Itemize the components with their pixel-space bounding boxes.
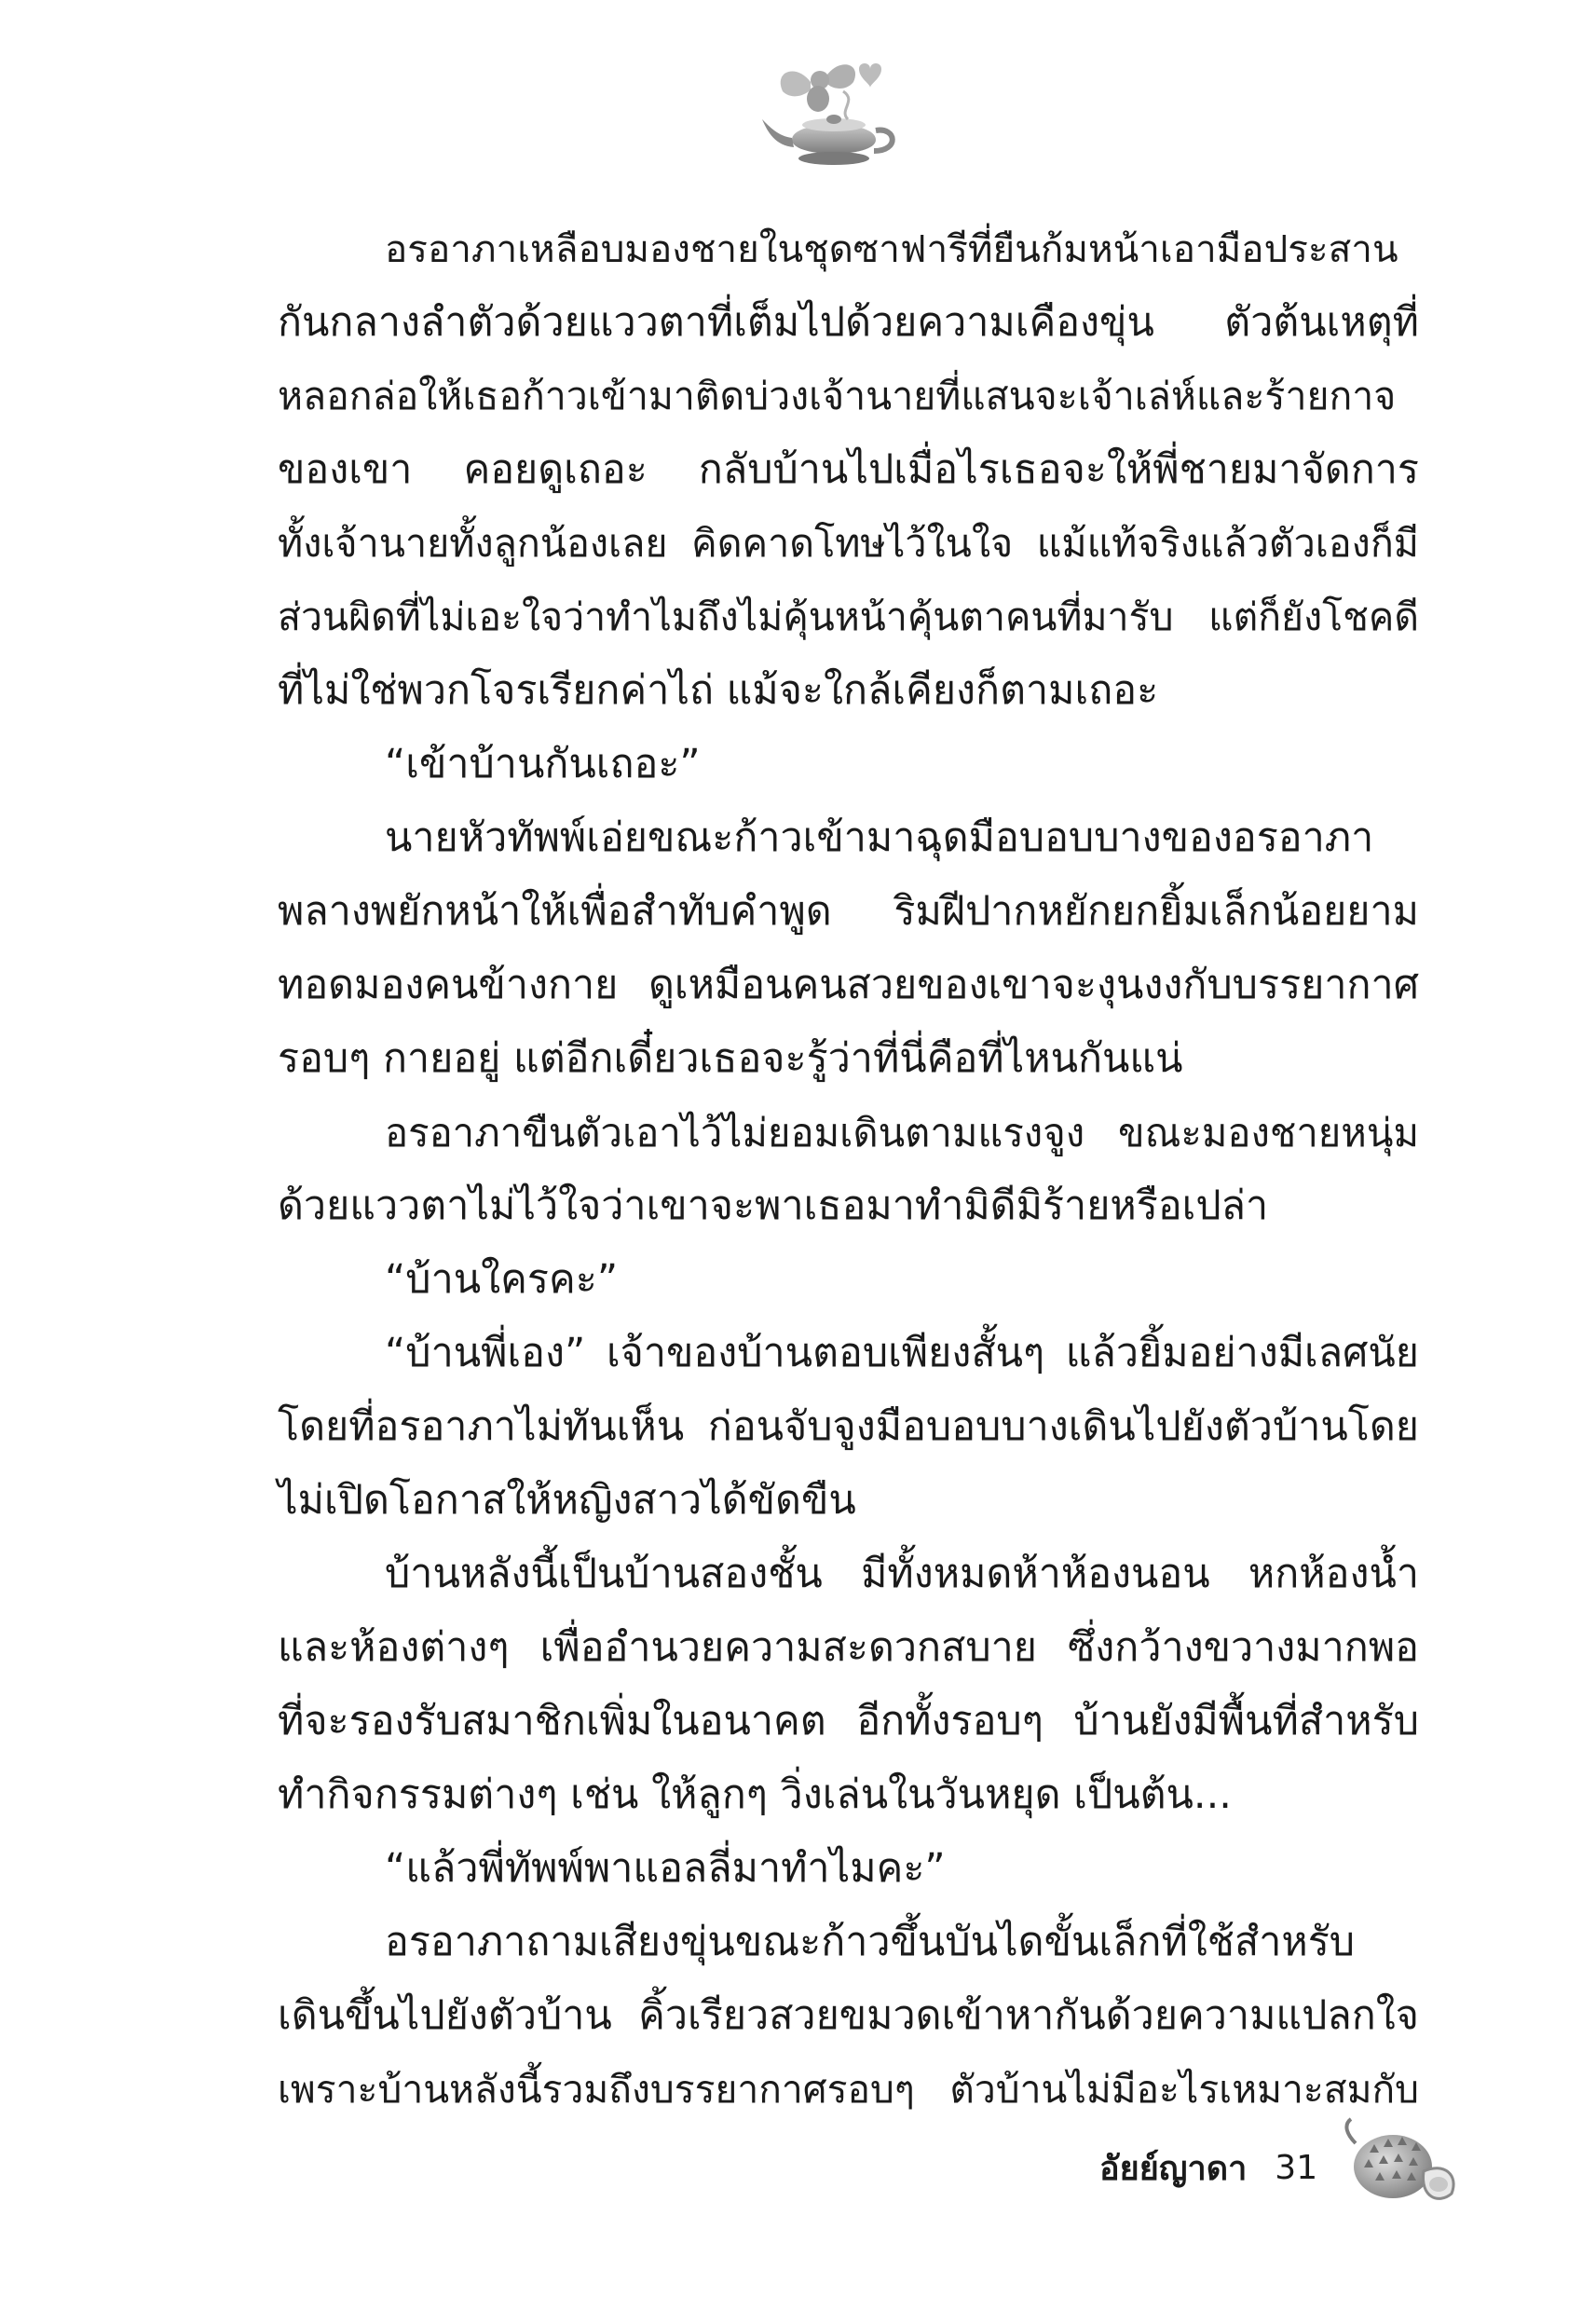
text-line: ทั้งเจ้านายทั้งลูกน้องเลย คิดคาดโทษไว้ในใจ แม้แท้จริงแล้วตัวเองก็มี (278, 521, 1419, 566)
text-line: เดินขึ้นไปยังตัวบ้าน คิ้วเรียวสวยขมวดเข้าหากันด้วยความแปลกใจ (278, 1992, 1419, 2039)
text-line: โดยที่อรอาภาไม่ทันเห็น ก่อนจับจูงมือบอบบางเดินไปยังตัวบ้านโดย (278, 1403, 1419, 1450)
text-line: ไม่เปิดโอกาสให้หญิงสาวได้ขัดขืน (278, 1477, 856, 1524)
text-line: ส่วนผิดที่ไม่เอะใจว่าทำไมถึงไม่คุ้นหน้าคุ้นตาคนที่มารับ แต่ก็ยังโชคดี (278, 595, 1419, 639)
text-line: ด้วยแววตาไม่ไว้ใจว่าเขาจะพาเธอมาทำมิดีมิร้ายหรือเปล่า (278, 1183, 1269, 1229)
text-line: “บ้านพี่เอง” เจ้าของบ้านตอบเพียงสั้นๆ แล้วยิ้มอย่างมีเลศนัย (385, 1330, 1419, 1376)
text-line: หลอกล่อให้เธอก้าวเข้ามาติดบ่วงเจ้านายที่แสนจะเจ้าเล่ห์และร้ายกาจ (278, 374, 1397, 418)
body-text (278, 212, 1419, 2126)
page-footer (1099, 2140, 1317, 2195)
text-line: อรอาภาขืนตัวเอาไว้ไม่ยอมเดินตามแรงจูง ขณะมองชายหนุ่ม (385, 1110, 1419, 1156)
text-line: “บ้านใครคะ” (385, 1256, 619, 1303)
text-line: เพราะบ้านหลังนี้รวมถึงบรรยากาศรอบๆ ตัวบ้านไม่มีอะไรเหมาะสมกับ (278, 2067, 1419, 2112)
text-line: บ้านหลังนี้เป็นบ้านสองชั้น มีทั้งหมดห้าห้องนอน หกห้องน้ำ (385, 1551, 1419, 1597)
text-line: พลางพยักหน้าให้เพื่อสำทับคำพูด ริมฝีปากหยักยกยิ้มเล็กน้อยยาม (278, 888, 1419, 935)
text-line: ทำกิจกรรมต่างๆ เช่น ให้ลูกๆ วิ่งเล่นในวันหยุด เป็นต้น... (278, 1771, 1232, 1818)
text-line: ที่จะรองรับสมาชิกเพิ่มในอนาคต อีกทั้งรอบๆ บ้านยังมีพื้นที่สำหรับ (278, 1698, 1419, 1744)
durian-ornament-icon (1342, 2115, 1463, 2218)
text-line: อรอาภาถามเสียงขุ่นขณะก้าวขึ้นบันไดขั้นเล็กที่ใช้สำหรับ (385, 1919, 1356, 1965)
text-line: อรอาภาเหลือบมองชายในชุดซาฟารีที่ยืนก้มหน้าเอามือประสาน (385, 226, 1398, 271)
text-line: นายหัวทัพพ์เอ่ยขณะก้าวเข้ามาฉุดมือบอบบางของอรอาภา (385, 814, 1374, 861)
text-line: ของเขา คอยดูเถอะ กลับบ้านไปเมื่อไรเธอจะให้พี่ชายมาจัดการ (278, 446, 1419, 493)
teapot-cherub-ornament-icon (755, 54, 913, 185)
text-line: และห้องต่างๆ เพื่ออำนวยความสะดวกสบาย ซึ่งกว้างขวางมากพอ (278, 1624, 1419, 1671)
text-line: ทอดมองคนข้างกาย ดูเหมือนคนสวยของเขาจะงุนงงกับบรรยากาศ (278, 962, 1419, 1008)
author-name: อัยย์ญาดา (1099, 2149, 1248, 2188)
text-line: “แล้วพี่ทัพพ์พาแอลลี่มาทำไมคะ” (385, 1845, 946, 1892)
text-line: “เข้าบ้านกันเถอะ” (385, 741, 701, 787)
text-line: รอบๆ กายอยู่ แต่อีกเดี๋ยวเธอจะรู้ว่าที่นี่คือที่ไหนกันแน่ (278, 1035, 1183, 1082)
text-line: ที่ไม่ใช่พวกโจรเรียกค่าไถ่ แม้จะใกล้เคียงก็ตามเถอะ (278, 667, 1159, 714)
page-number: 31 (1275, 2148, 1318, 2187)
text-line: กันกลางลำตัวด้วยแววตาที่เต็มไปด้วยความเคืองขุ่น ตัวต้นเหตุที่ (278, 299, 1419, 346)
